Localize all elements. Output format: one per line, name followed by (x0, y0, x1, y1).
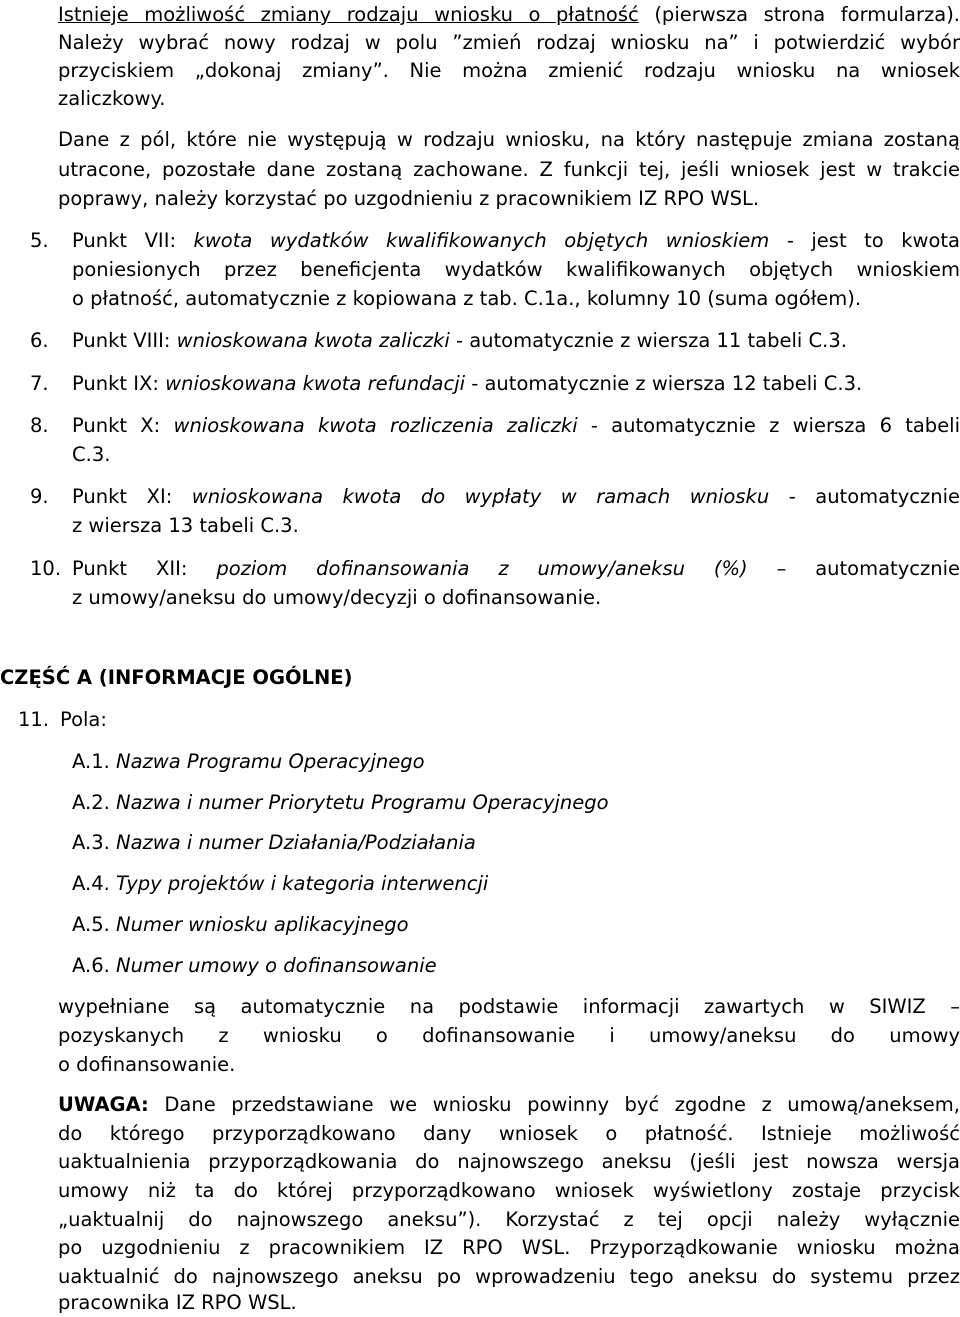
item-tail: - automatycznie z wiersza 12 tabeli C.3. (471, 372, 863, 395)
field-item (72, 828, 476, 857)
item-lead: Punkt VII: (72, 229, 177, 252)
note-line-7: uaktualnić do najnowszego aneksu po wprowadzeniu tego aneksu do systemu przez (58, 1265, 960, 1288)
note-line-6: po uzgodnieniu z pracownikiem IZ RPO WSL. Przyporządkowanie wniosku można (58, 1236, 960, 1259)
list-item-continuation: poniesionych przez beneficjenta wydatków kwalifikowanych objętych wnioskiem (72, 258, 960, 281)
item-italic-term: wnioskowana kwota rozliczenia zaliczki (173, 414, 578, 437)
field-item (72, 951, 437, 980)
list-item-continuation: z wiersza 13 tabeli C.3. (72, 514, 299, 537)
field-name: Numer umowy o dofinansowanie (116, 954, 437, 977)
list-number: 8. (30, 414, 49, 437)
intro-line-1 (58, 0, 960, 29)
list-number: 11. (18, 708, 50, 731)
intro-p2-line-1: Dane z pól, które nie występują w rodzaju wniosku, na który następuje zmiana zostaną (58, 128, 960, 151)
field-item (72, 869, 488, 898)
item-tail: - automatycznie z wiersza 11 tabeli C.3. (455, 329, 847, 352)
list-item-label: Pola: (60, 708, 107, 731)
note-line-3: uaktualnienia przyporządkowania do najnowszego aneksu (jeśli jest nowsza wersja (58, 1150, 960, 1173)
item-lead: Punkt XII: (72, 557, 188, 580)
field-name: Nazwa Programu Operacyjnego (116, 750, 425, 773)
field-code: A.4. (72, 872, 110, 895)
field-item (72, 910, 409, 939)
intro-line-4: zaliczkowy. (58, 87, 166, 110)
item-tail: - automatycznie z wiersza 6 tabeli (590, 414, 960, 437)
list-item (72, 482, 960, 511)
field-code: A.5. (72, 913, 110, 936)
field-code: A.2. (72, 791, 110, 814)
note-line-2: do którego przyporządkowano dany wniosek o płatność. Istnieje możliwość (58, 1122, 960, 1145)
note-text: Dane przedstawiane we wniosku powinny być zgodne z umową/aneksem, (164, 1093, 960, 1116)
list-number: 10. (30, 557, 62, 580)
intro-p2-line-3: poprawy, należy korzystać po uzgodnieniu z pracownikiem IZ RPO WSL. (58, 187, 760, 210)
item-italic-term: poziom dofinansowania z umowy/aneksu (%) (216, 557, 748, 580)
list-number: 5. (30, 229, 49, 252)
field-name: Nazwa i numer Priorytetu Programu Operacyjnego (116, 791, 609, 814)
list-item-continuation: z umowy/aneksu do umowy/decyzji o dofinansowanie. (72, 586, 602, 609)
filled-line-3: o dofinansowanie. (58, 1053, 236, 1076)
intro-p2-line-2: utracone, pozostałe dane zostaną zachowane. Z funkcji tej, jeśli wniosek jest w trakcie (58, 158, 960, 181)
field-name: Nazwa i numer Działania/Podziałania (116, 831, 476, 854)
field-item (72, 747, 425, 776)
note-line-8: pracownika IZ RPO WSL. (58, 1291, 297, 1314)
field-code: A.3. (72, 831, 110, 854)
field-name: Typy projektów i kategoria interwencji (116, 872, 489, 895)
filled-line-2: pozyskanych z wniosku o dofinansowanie i umowy/aneksu do umowy (58, 1024, 960, 1047)
list-number: 6. (30, 329, 49, 352)
item-italic-term: wnioskowana kwota zaliczki (176, 329, 450, 352)
list-item (72, 554, 960, 583)
list-item (72, 326, 847, 355)
list-item-continuation: o płatność, automatycznie z kopiowana z tab. C.1a., kolumny 10 (suma ogółem). (72, 287, 862, 310)
item-lead: Punkt VIII: (72, 329, 171, 352)
section-title: CZĘŚĆ A (INFORMACJE OGÓLNE) (0, 666, 353, 689)
intro-line-2: Należy wybrać nowy rodzaj w polu ”zmień rodzaj wniosku na” i potwierdzić wybór (58, 31, 960, 54)
list-item (72, 411, 960, 440)
note-line-1 (58, 1090, 960, 1119)
intro-underlined-text: Istnieje możliwość zmiany rodzaju wniosku o płatność (58, 3, 639, 26)
filled-line-1: wypełniane są automatycznie na podstawie informacji zawartych w SIWIZ – (58, 995, 960, 1018)
intro-line-1-rest: (pierwsza strona formularza). (654, 3, 960, 26)
note-label: UWAGA: (58, 1093, 149, 1116)
item-tail: - jest to kwota (786, 229, 960, 252)
item-italic-term: wnioskowana kwota do wypłaty w ramach wniosku (191, 485, 770, 508)
item-tail: - automatycznie (788, 485, 960, 508)
list-item-continuation: C.3. (72, 443, 111, 466)
item-italic-term: wnioskowana kwota refundacji (165, 372, 466, 395)
field-name: Numer wniosku aplikacyjnego (116, 913, 409, 936)
note-line-5: „uaktualnij do najnowszego aneksu”). Korzystać z tej opcji należy wyłącznie (58, 1208, 960, 1231)
field-code: A.6. (72, 954, 110, 977)
list-item (72, 369, 862, 398)
field-code: A.1. (72, 750, 110, 773)
intro-line-3: przyciskiem „dokonaj zmiany”. Nie można zmienić rodzaju wniosku na wniosek (58, 59, 960, 82)
list-item (72, 226, 960, 255)
field-item (72, 788, 609, 817)
list-number: 9. (30, 485, 49, 508)
item-lead: Punkt XI: (72, 485, 173, 508)
item-tail: – automatycznie (776, 557, 960, 580)
note-line-4: umowy niż ta do której przyporządkowano wniosek wyświetlony zostaje przycisk (58, 1179, 960, 1202)
item-lead: Punkt IX: (72, 372, 159, 395)
list-number: 7. (30, 372, 49, 395)
item-italic-term: kwota wydatków kwalifikowanych objętych wnioskiem (193, 229, 770, 252)
item-lead: Punkt X: (72, 414, 161, 437)
